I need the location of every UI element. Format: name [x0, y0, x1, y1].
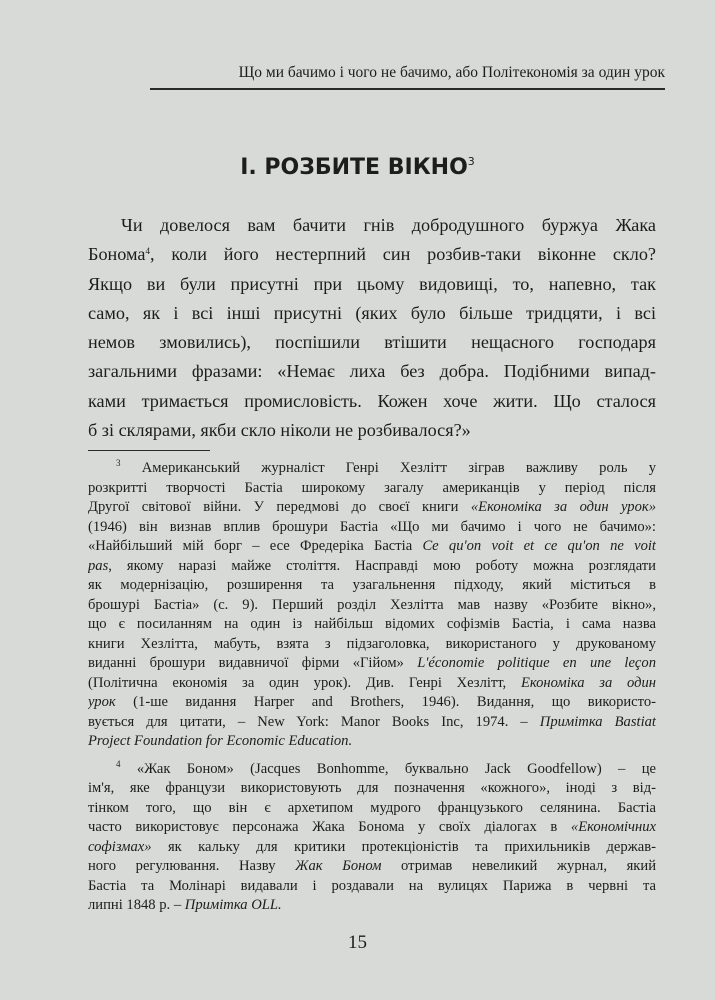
text-line	[88, 615, 656, 635]
text-line	[88, 838, 656, 858]
text-line	[88, 459, 656, 479]
footnote-number: 3	[116, 459, 121, 469]
text-run: , якому наразі майже століття. Насправді мою роботу можна розглядати	[108, 557, 656, 574]
text-run: Другої світової війни. У передмові до своєї книги	[88, 499, 471, 516]
text-run: само, як і всі інші присутні (яких було більше тридцяти, і всі	[88, 302, 656, 323]
page-number: 15	[348, 932, 367, 953]
text-line	[88, 299, 656, 328]
body-paragraph	[88, 211, 656, 445]
italic-text: Ce qu'on voit et ce qu'on ne voit	[422, 538, 656, 555]
text-run: Бастіа та Молінарі видавали і роздавали на вулицях Парижа в червні та	[88, 877, 656, 894]
text-run: вується для цитати, – New York: Manor Books Inc, 1974. –	[88, 713, 540, 730]
text-line	[88, 635, 656, 655]
footnote-ref[interactable]: 4	[145, 246, 150, 257]
text-run: Бонома	[88, 244, 146, 265]
text-line	[88, 818, 656, 838]
page-content	[88, 211, 656, 916]
italic-text: Примітка Bastiat	[539, 713, 656, 730]
text-run: Американський журналіст Генрі Хезлітт зіграв важливу роль у	[141, 460, 656, 477]
italic-text: Економіка за один	[520, 674, 656, 691]
text-run: загальними фразами: «Немає лиха без добра. Подібними випад-	[88, 361, 656, 382]
text-run: як кальку для критики протекціоністів та прихильників держав-	[151, 838, 656, 855]
text-run: ками тримається промисловість. Кожен хоче жити. Що сталося	[88, 390, 656, 411]
text-line	[88, 576, 656, 596]
text-line	[88, 896, 656, 916]
text-line	[88, 713, 656, 733]
footnote-separator	[88, 450, 210, 451]
italic-text: L'économie politique en une leçon	[417, 655, 656, 672]
text-run: липні 1848 р. –	[88, 897, 185, 914]
text-line	[88, 240, 656, 269]
text-run: «Жак Боном» (Jacques Bonhomme, буквально Jack Goodfellow) – це	[136, 760, 656, 777]
footnote-number: 4	[116, 759, 121, 769]
text-run: ного регулювання. Назву	[88, 858, 296, 875]
text-run: (1-ше видання Harper and Brothers, 1946). Видання, що використо-	[115, 694, 656, 711]
text-run: як модернізацію, розширення та узагальнення підходу, який міститься в	[88, 577, 656, 594]
text-run: (Політична економія за один урок). Див. Генрі Хезлітт,	[88, 674, 521, 691]
text-line	[88, 877, 656, 897]
text-line	[88, 674, 656, 694]
text-line	[88, 479, 656, 499]
italic-text: Примітка OLL.	[184, 897, 282, 914]
text-run: виданні брошури видавничої фірми «Гійом»	[88, 655, 418, 672]
text-run: ім'я, яке французи використовують для позначення «кожного», іноді з від-	[88, 780, 656, 797]
text-run: , коли його нестерпний син розбив-таки віконне скло?	[149, 244, 656, 265]
italic-text: «Економічних	[570, 819, 656, 836]
text-line	[88, 211, 656, 240]
text-line	[88, 779, 656, 799]
text-line	[88, 760, 656, 780]
header-rule	[150, 88, 665, 90]
text-line	[88, 416, 656, 445]
footnote-4	[88, 760, 656, 916]
text-line	[88, 387, 656, 416]
italic-text: урок	[88, 694, 116, 711]
italic-text: pas	[88, 557, 109, 574]
text-line	[88, 557, 656, 577]
text-line	[88, 654, 656, 674]
text-line	[88, 498, 656, 518]
footnote-3	[88, 459, 656, 752]
text-line	[88, 596, 656, 616]
text-run: (1946) він визнав вплив брошури Бастіа «Що ми бачимо і чого не бачимо»:	[88, 518, 656, 535]
text-run: тінком того, що він є архетипом мудрого французького селянина. Бастіа	[88, 799, 656, 816]
text-line	[88, 328, 656, 357]
footnote-ref[interactable]: 3	[467, 155, 475, 168]
chapter-title-text: I. РОЗБИТЕ ВІКНО	[240, 155, 468, 180]
text-line	[88, 799, 656, 819]
text-line	[88, 518, 656, 538]
text-run: немов змовились), поспішили втішити нещасного господаря	[88, 332, 656, 353]
text-line	[88, 270, 656, 299]
text-line	[88, 857, 656, 877]
text-run: книги Хезлітта, мабуть, взята з підзаголовка, використаного у друкованому	[88, 635, 656, 652]
text-run: Чи довелося вам бачити гнів добродушного буржуа Жака	[121, 215, 656, 235]
chapter-title	[0, 155, 715, 180]
text-run: брошурі Бастіа» (с. 9). Перший розділ Хезлітта мав назву «Розбите вікно»,	[88, 596, 656, 613]
text-run: що є посиланням на один із найбільш відомих софізмів Бастіа, і сама назва	[88, 616, 656, 633]
text-run: «Найбільший мій борг – есе Фредеріка Бастіа	[88, 538, 423, 555]
text-run: розкритті творчості Бастіа широкому загалу американців у період після	[88, 479, 656, 496]
text-line	[88, 693, 656, 713]
text-run: б зі склярами, якби скло ніколи не розбивалося?»	[88, 420, 471, 441]
text-line	[88, 732, 656, 752]
italic-text: софізмах»	[88, 838, 152, 855]
text-line	[88, 357, 656, 386]
italic-text: «Економіка за один урок»	[470, 499, 656, 516]
italic-text: Жак Боном	[295, 858, 382, 875]
text-run: часто використовує персонажа Жака Бонома у своїх діалогах в	[88, 819, 571, 836]
text-run: отримав невеликий журнал, який	[381, 858, 656, 875]
text-line	[88, 537, 656, 557]
running-head: Що ми бачимо і чого не бачимо, або Політекономія за один урок	[238, 64, 665, 81]
italic-text: Project Foundation for Economic Education.	[88, 733, 353, 750]
text-run: Якщо ви були присутні при цьому видовищі, то, напевно, так	[88, 273, 656, 294]
